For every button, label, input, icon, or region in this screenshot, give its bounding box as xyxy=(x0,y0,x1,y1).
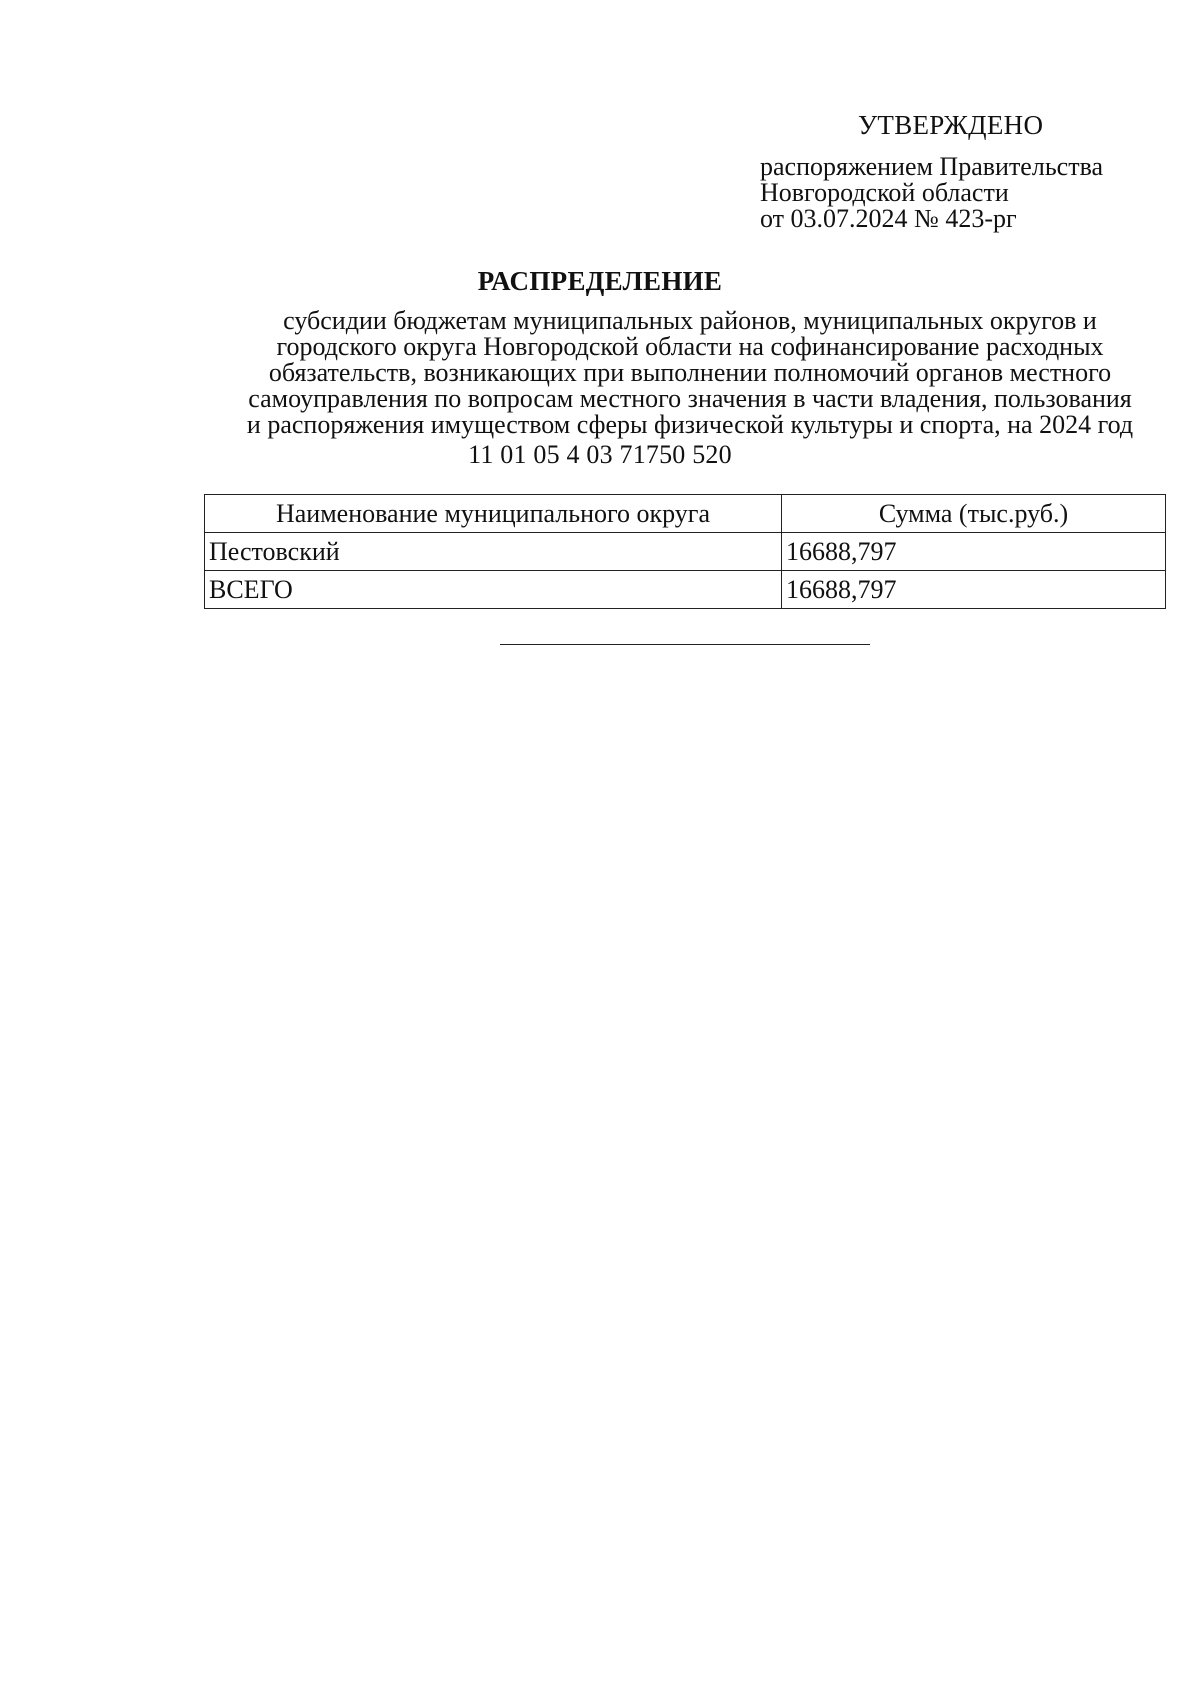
subtitle-line: городского округа Новгородской области на софинансирование расходных xyxy=(276,332,1104,361)
subtitle-line: субсидии бюджетам муниципальных районов, муниципальных округов и xyxy=(283,306,1097,335)
header-district: Наименование муниципального округа xyxy=(205,495,782,533)
table-row-total xyxy=(205,571,1166,609)
cell-amount: 16688,797 xyxy=(782,533,1166,571)
cell-district: Пестовский xyxy=(205,533,782,571)
document-subtitle xyxy=(190,308,1190,438)
approval-line-1: распоряжением Правительства xyxy=(760,152,1104,181)
header-amount: Сумма (тыс.руб.) xyxy=(782,495,1166,533)
end-divider xyxy=(500,644,870,645)
table-row xyxy=(205,533,1166,571)
subtitle-line: и распоряжения имуществом сферы физической культуры и спорта, на 2024 год xyxy=(246,410,1134,439)
approval-stamp: УТВЕРЖДЕНО xyxy=(858,110,1044,140)
document-title: РАСПРЕДЕЛЕНИЕ xyxy=(477,266,723,296)
distribution-table xyxy=(204,494,1166,609)
cell-total-label: ВСЕГО xyxy=(205,571,782,609)
subtitle-line: самоуправления по вопросам местного значения в части владения, пользования xyxy=(248,384,1132,413)
cell-total-amount: 16688,797 xyxy=(782,571,1166,609)
approval-block xyxy=(760,108,1180,232)
subtitle-line: обязательств, возникающих при выполнении полномочий органов местного xyxy=(268,358,1112,387)
approval-line-3: от 03.07.2024 № 423-рг xyxy=(760,204,1017,233)
budget-code: 11 01 05 4 03 71750 520 xyxy=(468,440,732,469)
approval-line-2: Новгородской области xyxy=(760,178,1009,207)
table-header-row xyxy=(205,495,1166,533)
